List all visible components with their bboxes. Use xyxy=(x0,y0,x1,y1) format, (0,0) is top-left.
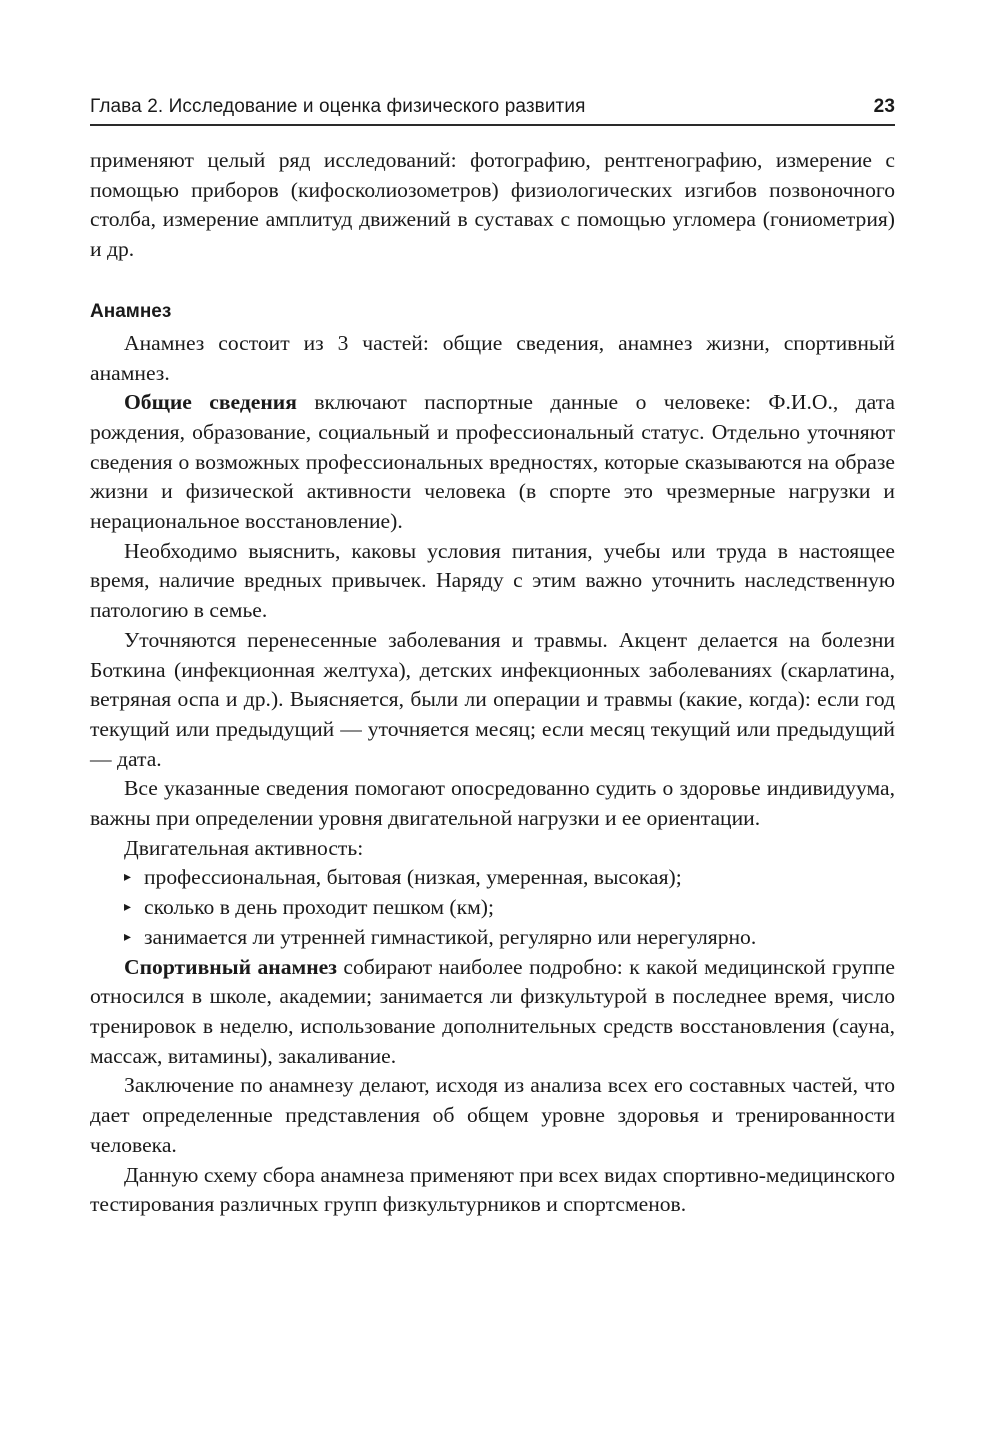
paragraph-sport-anamnesis xyxy=(90,953,895,1072)
activity-label: Двигательная активность: xyxy=(124,835,364,860)
activity-list xyxy=(90,863,895,952)
paragraph-scheme-usage: Данную схему сбора анамнеза применяют при всех видах спортивно-медицинского тестирования различных групп физкультурников и спортсменов. xyxy=(90,1162,895,1217)
running-header xyxy=(90,96,895,126)
list-item: ▸ сколько в день проходит пешком (км); xyxy=(124,893,895,923)
sport-anamnesis-text: собирают наиболее подробно: к какой медицинской группе относился в школе, академии; занимается ли физкультурой в последнее время, число тренировок в неделю, использование дополнительных средств восстановления (сауна, массаж, витамины), закаливание. xyxy=(90,954,895,1068)
paragraph-general-info xyxy=(90,388,895,537)
paragraph-conclusion: Заключение по анамнезу делают, исходя из анализа всех его составных частей, что дает определенные представления об общем уровне здоровья и тренированности человека. xyxy=(90,1073,895,1157)
list-item: ▸ занимается ли утренней гимнастикой, регулярно или нерегулярно. xyxy=(124,923,895,953)
bullet-arrow-icon: ▸ xyxy=(124,929,132,945)
page-number: 23 xyxy=(873,96,895,117)
general-info-text: включают паспортные данные о человеке: Ф.И.О., дата рождения, образование, социальный и профессиональный статус. Отдельно уточняют сведения о возможных профессиональных вредностях, которые сказываются на образе жизни и физической активности человека (в спорте это чрезмерные нагрузки и нерациональное восстановление). xyxy=(90,390,895,534)
section-heading-anamnesis: Анамнез xyxy=(90,300,172,322)
chapter-title: Глава 2. Исследование и оценка физического развития xyxy=(90,96,586,117)
book-page xyxy=(90,96,895,1396)
term-general-info: Общие сведения xyxy=(124,390,297,415)
bullet-arrow-icon: ▸ xyxy=(124,900,132,916)
body-text xyxy=(90,146,895,1220)
list-item: ▸ профессиональная, бытовая (низкая, умеренная, высокая); xyxy=(124,863,895,893)
term-sport-anamnesis: Спортивный анамнез xyxy=(124,954,337,979)
paragraph-past-diseases: Уточняются перенесенные заболевания и травмы. Акцент делается на болезни Боткина (инфекционная желтуха), детских инфекционных заболеваниях (скарлатина, ветряная оспа и др.). Выясняется, были ли операции и травмы (какие, когда): если год текущий или предыдущий — уточняется месяц; если месяц текущий или предыдущий — дата. xyxy=(90,627,895,771)
bullet-arrow-icon: ▸ xyxy=(124,870,132,886)
paragraph-health-assessment: Все указанные сведения помогают опосредованно судить о здоровье индивидуума, важны при определении уровня двигательной нагрузки и ее ориентации. xyxy=(90,776,895,831)
paragraph-living-conditions: Необходимо выяснить, каковы условия питания, учебы или труда в настоящее время, наличие вредных привычек. Наряду с этим важно уточнить наследственную патологию в семье. xyxy=(90,538,895,623)
intro-paragraph: применяют целый ряд исследований: фотографию, рентгенографию, измерение с помощью приборов (кифосколиозометров) физиологических изгибов позвоночного столба, измерение амплитуд движений в суставах с помощью угломера (гониометрия) и др. xyxy=(90,148,895,262)
paragraph-anamnesis-parts: Анамнез состоит из 3 частей: общие сведения, анамнез жизни, спортивный анамнез. xyxy=(90,330,895,385)
